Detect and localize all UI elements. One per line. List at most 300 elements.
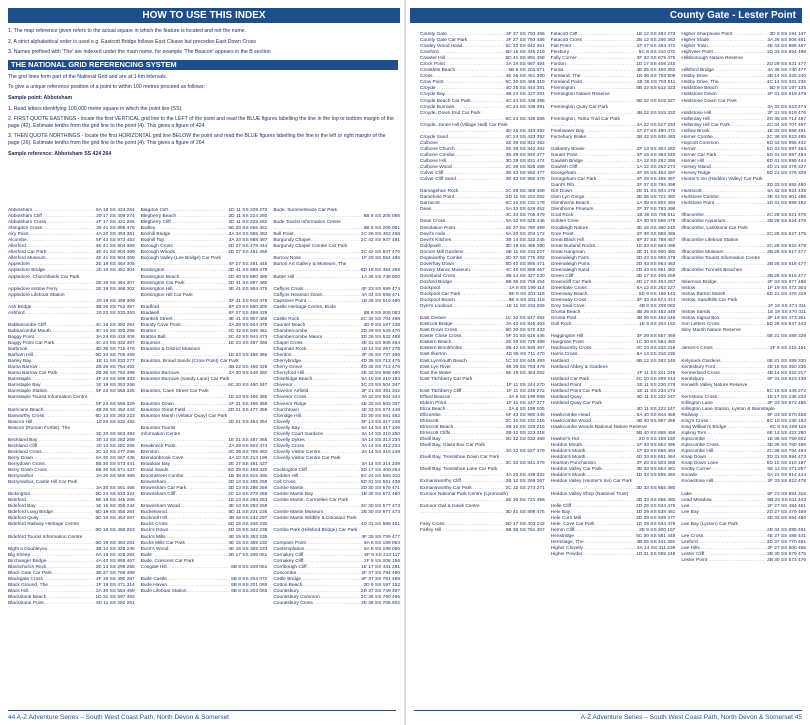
entry-name: Eldern Point <box>420 400 447 406</box>
entry-name: Codden Hill <box>273 474 299 480</box>
entry-reference: 2D 9 SS 198 150 <box>638 437 676 443</box>
entry-name: Great Black Hill <box>550 237 584 243</box>
entry-reference: 3D 9 SS 194 147 <box>769 32 807 37</box>
entry-name: Bideford Tourist Information Centre <box>8 534 83 540</box>
entry-reference: 2D 37 SS 775 492 <box>505 255 545 261</box>
entry-name: Glenthorne Pinetum <box>550 207 594 213</box>
entry-reference: 3B 36 SS 752 487 <box>95 304 135 310</box>
intro-point-2: 2. A strict alphabetical order is used e.g. Eastcott Bridge follows East Cleave but precedes East Down Cross <box>8 38 256 45</box>
entry-reference: 6B 8 SS 208 061 <box>231 564 268 570</box>
entry-name: Borough Valley (Lee Bridge) Car Park <box>140 256 221 262</box>
entry-name: Caunter Beach <box>273 322 306 328</box>
entry-name: Braunton Marsh (Velator Quay) Car Park <box>140 413 228 419</box>
entry-name: Goat Rock <box>550 213 574 219</box>
entry-name: Allerford Museum <box>8 256 46 262</box>
sample-point: Sample point: Abbotsham <box>8 94 73 101</box>
entry-reference: 6E 19 SS 445 265 <box>95 498 135 504</box>
entry-name: Combe Martin Bay <box>273 492 314 498</box>
entry-name: Isley Marsh Nature Reserve <box>681 328 741 334</box>
entry-name: Heddon Valley Car Park <box>550 467 602 473</box>
entry-reference: 2D 37 SS 749 497 <box>360 588 401 594</box>
entry-name: Barnstaple Tourist Information Centre <box>8 395 88 401</box>
entry-reference: 1F 11 SS 246 272 <box>506 388 545 394</box>
entry-name: East Lynmouth Beach <box>420 358 467 364</box>
entry-reference: 2E 35 SS 722 492 <box>636 195 676 201</box>
entry-name: Hele, Cove Car Park <box>550 521 595 527</box>
entry-reference: 5E 21 SS 489 328 <box>767 334 807 340</box>
entry-name: Burgundy Chapel <box>273 238 311 244</box>
entry-name: Crawter Hill <box>420 56 445 62</box>
entry-name: Chivenor Ridge <box>273 401 307 407</box>
entry-name: Compass Point <box>273 540 306 546</box>
entry-name: Bude <box>140 552 152 558</box>
entry-reference: 1B 30 SS 572 480 <box>361 492 401 498</box>
entry-reference: 6A 8 SS 199 065 <box>364 546 401 552</box>
entry-name: Greenway Cross <box>550 298 587 304</box>
entry-reference: 4A 22 SS 517 334 <box>636 122 676 128</box>
entry-reference: 2D 9 SS 197 152 <box>363 582 401 588</box>
entry-reference: 6A 30 SS 567 436 <box>95 455 135 461</box>
entry-reference: 3A 32 SS 623 474 <box>767 104 807 110</box>
entry-reference: 4B 24 SS 427 391 <box>505 92 545 98</box>
entry-reference: 2F 37 SS 794 498 <box>636 183 676 189</box>
entry-name: Exmansworthy Cliff <box>420 479 461 485</box>
entry-name: Glenthorne Beach <box>550 201 590 207</box>
entry-name: Hele Corn Mill <box>550 515 581 521</box>
entry-name: Babbacombe Mouth <box>8 328 51 334</box>
entry-name: Abbotsham <box>8 208 33 213</box>
entry-name: Ash Bridge <box>8 304 32 310</box>
index-column <box>273 208 400 607</box>
entry-name: Buck's Down <box>140 528 169 534</box>
entry-reference: 4A 36 SS 740 477 <box>767 68 807 74</box>
entry-reference: 1D 29 SS 534 479 <box>636 521 676 527</box>
entry-reference: 1C 32 SS 647 492 <box>505 316 545 322</box>
entry-name: Heddon's Mouth <box>550 455 586 461</box>
entry-reference: 1F 33 SS 653 495 <box>636 443 676 449</box>
entry-reference: 1E 11 SS 234 255 <box>506 304 545 310</box>
entry-name: Combe Martin, Cormelles Car Park <box>273 498 348 504</box>
entry-name: Corribough Cliff <box>273 564 307 570</box>
entry-name: Barricane Beach <box>8 407 44 413</box>
entry-reference: 2E 33 SS 694 490 <box>767 515 807 521</box>
entry-reference: 2C 38 SS 828 486 <box>505 165 545 171</box>
entry-name: Instow Signal Box <box>681 316 720 322</box>
entry-reference: 3A 34 SS 688 487 <box>228 238 268 244</box>
entry-name: Clovelly Bay <box>273 425 300 431</box>
intro-point-3: 3. Names prefixed with 'The' are indexed under the main name, for example 'The Beacon' appears in the B section <box>8 49 271 56</box>
entry-name: Birchanger Bridge <box>8 558 47 564</box>
entry-name: Baggy Point <box>8 334 34 340</box>
entry-name: Georgeham <box>550 171 577 177</box>
entry-name: Bodley <box>140 226 156 232</box>
entry-reference: 1A 36 SS 748 500 <box>361 274 401 280</box>
entry-reference: 3D 17 SS 405 269 <box>636 273 676 279</box>
entry-reference: 4C 24 SS 436 395 <box>505 98 545 104</box>
entry-name: Bideford Railway Heritage Centre <box>8 522 80 528</box>
entry-reference: 2B 10 SS 223 218 <box>505 431 545 437</box>
entry-name: Crooklets Beach <box>420 68 456 74</box>
entry-reference: 3D 41 SS 899 476 <box>505 509 545 515</box>
entry-name: Damehole Point <box>420 195 455 201</box>
entry-reference: 4C 40 SS 888 467 <box>505 267 545 273</box>
entry-name: Docton Mill Gardens <box>420 249 464 255</box>
entry-name: Fordon <box>550 62 566 68</box>
entry-reference: 6D 19 SS 456 263 <box>95 528 135 534</box>
entry-name: Exmoor National Park Centre (Lynmouth) <box>420 491 508 497</box>
entry-reference: 2C 28 SS 527 475 <box>766 231 807 237</box>
entry-name: Glen Lyn Gorge <box>550 195 585 201</box>
entry-name: Knowstone Hill <box>681 479 714 485</box>
entry-name: Clovelly <box>273 419 291 425</box>
entry-reference: 2A 12 SS 252 266 <box>636 158 676 164</box>
entry-reference: 2C 36 SS 764 493 <box>766 449 807 455</box>
entry-name: Brendon <box>140 449 159 455</box>
leader-dots <box>582 552 635 558</box>
entry-name: Holdstone Beach <box>681 86 718 92</box>
entry-reference: 3B 14 SS 322 245 <box>505 237 545 243</box>
entry-reference: 1E 19 SS 470 311 <box>767 310 807 316</box>
entry-name: Braunton Down <box>140 401 174 407</box>
entry-reference: 2F 31 SS 619 476 <box>767 110 807 116</box>
entry-name: Highveer Point <box>681 50 713 56</box>
entry-reference: 3A 24 SS 418 406 <box>95 334 135 340</box>
entry-name: Berry Down <box>8 455 34 461</box>
entry-reference: 1E 17 SS 431 281 <box>361 564 401 570</box>
entry-reference: 1F 19 SS 472 304 <box>767 285 807 291</box>
entry-name: Appledore Bridge <box>8 268 46 274</box>
entry-reference: 2E 13 SS 298 266 <box>95 564 135 570</box>
entry-reference: 4D 35 SS 713 476 <box>360 365 401 371</box>
entry-name: Blegberry Beach <box>140 214 177 220</box>
entry-name: Hollerday Hill Car Park <box>681 122 730 128</box>
entry-name: Girt Down <box>550 189 572 195</box>
entry-name: Culbone Hill <box>420 158 446 164</box>
entry-name: Hardsworthy Cross <box>550 346 592 352</box>
entry-name: Hartland Abbey & Gardens <box>550 364 608 370</box>
entry-reference: 1E 11 SS 234 274 <box>636 388 676 394</box>
entry-name: Gallantry Bower <box>550 146 585 152</box>
entry-reference: 3D 33 SS 655 480 <box>636 497 676 503</box>
entry-name: Castle Rock <box>273 316 300 322</box>
entry-reference: 4E 25 SS 451 390 <box>505 74 545 80</box>
entry-name: Hollow Brook <box>681 128 710 134</box>
entry-reference: 3D 30 SS 581 462 <box>360 413 401 419</box>
entry-name: Hawker's Hut <box>550 437 580 443</box>
entry-name: Chapman Rock <box>273 347 307 353</box>
entry-reference: 5F 33 SS 670 458 <box>767 412 807 418</box>
entry-reference: 5C 24 SS 435 386 <box>505 116 545 122</box>
entry-reference: 1F 27 SS 490 471 <box>636 128 676 134</box>
entry-name: Croyde Burrows <box>420 104 455 110</box>
entry-reference: 3D 33 SS 655 480 <box>636 485 676 491</box>
entry-reference: 2E 35 SS 721 496 <box>505 497 545 503</box>
entry-name: Appledore <box>8 262 30 268</box>
entry-reference: 3A 14 SS 314 249 <box>361 461 401 467</box>
entry-reference: 4D 9 SS 197 138 <box>363 322 401 328</box>
entry-reference: 3D 19 SS 465 290 <box>505 243 545 249</box>
entry-name: Fremington Quay Car Park <box>550 104 608 110</box>
entry-reference: 6E 9 SS 201 116 <box>508 292 545 298</box>
entry-reference: 2F 13 SS 304 262 <box>636 146 676 152</box>
entry-reference: 2D 11 SS 224 260 <box>228 214 268 220</box>
entry-name: Fremington <box>550 86 575 92</box>
entry-name: Bideford Long Bridge <box>8 510 54 516</box>
entry-name: Freshwater Bay <box>550 128 585 134</box>
entry-name: Chiselridge Beach <box>273 377 313 383</box>
entry-reference: 4F 17 SS 421 255 <box>96 220 135 226</box>
entry-reference: 2F 39 SS 858 486 <box>636 231 676 237</box>
entry-reference: 2D 29 SS 534 475 <box>636 503 676 509</box>
entry-name: Heddon Mouth <box>550 443 583 449</box>
entry-reference: 3E 41 SS 904 475 <box>228 286 268 292</box>
entry-reference: 4C 24 SS 432 397 <box>95 341 135 347</box>
entry-reference: 1E 23 SS 487 366 <box>228 341 268 347</box>
entry-reference: 3D 13 SS 286 259 <box>228 486 268 492</box>
entry-reference: 1F 11 SS 244 270 <box>506 382 545 388</box>
entry-reference: 6A 18 SS 426 264 <box>95 552 135 558</box>
entry-name: Bude Castle <box>140 576 167 582</box>
entry-name: Higher Town <box>681 44 708 50</box>
entry-reference: 2E 39 SS 842 482 <box>505 146 545 152</box>
entry-name: Barbrook <box>8 347 28 353</box>
entry-reference: 3D 31 SS 594 473 <box>766 455 807 461</box>
entry-name: Gawlish Cliff <box>550 165 578 171</box>
entry-reference: 4B 14 SS 322 217 <box>767 370 807 376</box>
entry-name: County Gate Car Park <box>420 38 468 44</box>
entry-name: Lee Bay <box>681 509 699 515</box>
entry-reference: 4F 23 SS 559 333 <box>96 377 135 383</box>
entry-name: Barna Barrow Car Park <box>8 371 58 377</box>
entry-reference: 3F 37 SS 793 486 <box>506 32 545 37</box>
entry-name: Gull Rock <box>550 322 572 328</box>
entry-reference: 1E 21 SS 487 365 <box>228 437 268 443</box>
entry-name: Croyde Bay <box>420 92 446 98</box>
entry-reference: 2E 21 SS 484 354 <box>228 419 268 425</box>
entry-reference: 2F 31 SS 618 479 <box>767 92 807 98</box>
entry-name: Holdstone Hill <box>681 110 711 116</box>
entry-reference: 3A 14 SS 310 250 <box>361 431 401 437</box>
entry-name: Black Gate Car Park <box>8 570 52 576</box>
entry-name: Heddon's Mouth <box>550 449 586 455</box>
entry-name: Cotton Beach <box>273 582 303 588</box>
entry-reference: 4D 31 SS 598 451 <box>360 522 401 528</box>
entry-reference: 3D 41 SS 898 479 <box>228 268 268 274</box>
index-column <box>681 32 806 564</box>
entry-reference: 2A 8 SS 199 105 <box>508 406 545 412</box>
entry-reference: 2D 29 SS 535 477 <box>636 515 676 521</box>
entry-name: Heddon Valley Shop (National Trust) <box>550 491 629 497</box>
entry-name: Elmscott <box>420 419 439 424</box>
entry-name: Abbotsham Cross <box>8 220 47 226</box>
entry-reference: 4D 15 SS 342 238 <box>228 528 268 534</box>
entry-name: Kipling Tors <box>681 431 707 437</box>
entry-name: Duckpool Beach <box>420 298 455 304</box>
entry-reference: 6E 21 SS 489 330 <box>767 358 807 364</box>
entry-reference: 4B 22 SS 515 332 <box>636 110 676 116</box>
entry-reference: 3F 33 SS 675 475 <box>636 56 676 62</box>
entry-reference: 4D 21 SS 476 337 <box>766 165 807 171</box>
index-entry <box>681 346 806 352</box>
entry-name: Braunton Burrows (Sandy Lane) Car Park <box>140 377 230 383</box>
entry-reference: 3A 30 SS 561 466 <box>95 486 135 492</box>
entry-reference: 1A 8 SS 199 114 <box>509 285 545 291</box>
entry-name: Instow, Sandhills Car Park <box>681 298 738 304</box>
entry-name: Clovelly Court Gardens <box>273 431 323 437</box>
entry-reference: 6E 13 SS 422 280 <box>767 431 807 437</box>
index-entry <box>273 601 400 607</box>
leader-dots <box>441 528 504 534</box>
entry-reference: 3E 33 SS 654 481 <box>636 467 676 473</box>
entry-name: Lee Hills <box>681 545 700 551</box>
entry-reference: 4F 33 SS 699 474 <box>361 286 401 292</box>
entry-name: Braunton Tourist <box>140 425 176 431</box>
entry-reference: 3F 33 SS 672 456 <box>767 400 807 406</box>
entry-name: East Cleave <box>420 316 446 322</box>
entry-name: Instow Barton Marsh <box>681 292 726 298</box>
entry-reference: 4D 25 SS 444 391 <box>505 86 545 92</box>
entry-reference: 2E 19 SS 468 302 <box>95 286 135 292</box>
entry-reference: 1B 38 SS 815 490 <box>228 474 268 480</box>
entry-reference: 1F 19 SS 474 311 <box>767 304 807 310</box>
entry-reference: 1A 12 SS 252 274 <box>636 165 676 171</box>
entry-name: Culbone <box>420 140 438 146</box>
entry-reference: 20 13 SS 281 265 <box>96 443 135 449</box>
entry-reference: 3A 32 SS 627 479 <box>505 449 545 455</box>
entry-name: Black Hill <box>8 588 28 594</box>
entry-reference: 6A 14 SS 317 246 <box>361 425 401 431</box>
entry-name: Killington Lane <box>681 400 713 406</box>
entry-name: Knowle <box>681 473 698 479</box>
entry-reference: 5F 23 SS 550 300 <box>228 304 268 310</box>
entry-name: Helle Cliff <box>550 503 572 509</box>
entry-name: Borough Cross <box>140 244 173 250</box>
entry-reference: 10 29 SS 532 482 <box>96 419 135 425</box>
entry-name: Cottle Bridge <box>273 576 302 582</box>
entry-name: Doverhay Down <box>420 261 455 267</box>
entry-reference: 6B 8 SS 201 065 <box>231 582 268 588</box>
entry-name: Cross <box>420 74 433 80</box>
entry-reference: 6F 9 SS 212 117 <box>364 552 401 558</box>
entry-reference: 5B 40 SS 868 456 <box>636 431 676 437</box>
index-entry <box>681 558 806 564</box>
entry-name: Elwill Bay <box>420 437 441 443</box>
entry-reference: 20 17 SS 408 274 <box>96 214 135 220</box>
entry-reference: 5D 41 SS 897 454 <box>766 152 807 158</box>
entry-reference: 2F 23 SS 503 355 <box>636 461 676 467</box>
entry-reference: 2A 34 SS 687 494 <box>505 62 545 68</box>
index-column <box>8 208 135 607</box>
entry-name: Dean Cross <box>420 219 446 225</box>
entry-name: Hangman Point <box>550 340 584 346</box>
sample-reference: Sample reference: Abbotsham SS 424 264 <box>8 150 112 157</box>
entry-reference: 20 19 SS 459 309 <box>96 298 135 304</box>
entry-name: Bude Tourist Information Centre <box>273 220 341 226</box>
entry-name: Appledore Lifeboat Station <box>8 292 65 298</box>
entry-name: Horner Hill <box>681 158 705 164</box>
leader-dots <box>452 304 505 310</box>
entry-reference: 1E 17 SS 236 233 <box>767 394 807 400</box>
entry-reference: 4C 42 SS 946 461 <box>228 328 268 334</box>
entry-name: Crock Point <box>420 62 445 68</box>
entry-name: Crow Point <box>420 80 444 86</box>
entry-reference: 1F 11 SS 247 277 <box>506 400 545 406</box>
entry-name: East Ilkerton <box>420 352 447 358</box>
entry-reference: 2D 43 SS 951 482 <box>636 267 676 273</box>
entry-reference: 6D 30 SS 570 433 <box>505 328 545 334</box>
entry-reference: 6D 43 SS 956 442 <box>766 140 807 146</box>
entry-name: Gawlish Bridge <box>550 158 583 164</box>
entry-name: Braunton <box>140 341 161 347</box>
entry-name: Cornakey Cliff <box>273 552 304 558</box>
entry-name: Countisbury Common <box>273 595 320 600</box>
entry-name: Butter Hill <box>273 274 295 280</box>
entry-reference: 4C 24 SS 433 392 <box>505 134 545 140</box>
entry-name: Big Sheep <box>8 552 31 558</box>
entry-name: East the Water <box>420 370 452 376</box>
entry-name: Hollerday Hill <box>681 116 710 122</box>
entry-reference: 1B 28 SS 519 480 <box>361 298 401 304</box>
entry-name: Greenaleigh Farm <box>550 255 590 261</box>
entry-reference: 6E 11 SS 234 227 <box>506 249 545 255</box>
entry-reference: 5D 15 SS 348 230 <box>228 522 268 528</box>
entry-name: Elwill Bay, Trentishoe Down Car Park <box>420 455 500 461</box>
entry-name: Eastern Beach <box>420 340 452 346</box>
entry-reference: 2A 28 SS 504 475 <box>228 322 268 328</box>
entry-reference: 5E 33 SS 656 451 <box>228 226 268 232</box>
entry-name: Horner Combe <box>681 134 713 140</box>
entry-reference: 1E 33 SS 663 493 <box>95 431 135 437</box>
entry-reference: 5D 17 SS 403 242 <box>505 521 545 527</box>
entry-reference: 4A 40 SS 865 467 <box>95 558 135 564</box>
entry-name: Beckland Bay <box>8 437 38 443</box>
entry-name: Chivenor <box>273 383 293 389</box>
entry-reference: 2E 35 SS 725 498 <box>505 340 545 346</box>
entry-reference: 1D 31 SS 597 483 <box>95 595 135 600</box>
entry-name: Hele Bay <box>550 509 571 515</box>
leader-dots <box>586 135 635 141</box>
entry-reference: 3D 43 SS 955 479 <box>636 255 676 261</box>
entry-reference: 4B 18 SS 432 297 <box>228 516 268 522</box>
section-heading: THE NATIONAL GRID REFERENCING SYSTEM <box>8 60 398 70</box>
entry-name: Ilfracombe Lifeboat Station <box>681 237 739 243</box>
entry-name: Cockington Cliff <box>273 468 307 474</box>
entry-name: Beckland Cliff <box>8 443 38 449</box>
entry-name: Horsey Ridge <box>681 171 711 177</box>
entry-reference: 1B 36 SS 753 511 <box>636 80 676 86</box>
entry-reference: 6D 41 SS 899 444 <box>766 158 807 164</box>
entry-name: Cherrybridge <box>273 359 302 365</box>
entry-reference: 2E 9 SS 200 157 <box>639 527 676 533</box>
entry-name: Kipscombe <box>681 437 706 443</box>
entry-reference: 3E 43 SS 960 479 <box>505 177 545 183</box>
entry-name: Kipscombe Cross <box>681 443 719 449</box>
entry-reference: 3E 43 SS 962 477 <box>505 171 545 177</box>
entry-name: Diddywell <box>420 243 441 249</box>
entry-name: Hillsborough Nature Reserve <box>681 56 743 62</box>
entry-name: Bratton Ball <box>140 334 166 340</box>
entry-name: Flat Point <box>550 44 571 50</box>
entry-name: Hartland <box>550 358 569 364</box>
entry-reference: 6C 20 SS 460 347 <box>228 383 268 389</box>
entry-name: Bucks Mills Car Park <box>140 540 185 546</box>
entry-name: Bonhill Bridge <box>140 232 171 238</box>
entry-reference: 1F 21 SS 496 368 <box>228 401 268 407</box>
entry-name: Cherryford Hill <box>273 371 304 377</box>
entry-name: Broadoar Bay <box>140 461 171 467</box>
entry-name: Lee Cross <box>681 533 704 539</box>
entry-reference: 1E 11 SS 233 277 <box>96 359 135 365</box>
